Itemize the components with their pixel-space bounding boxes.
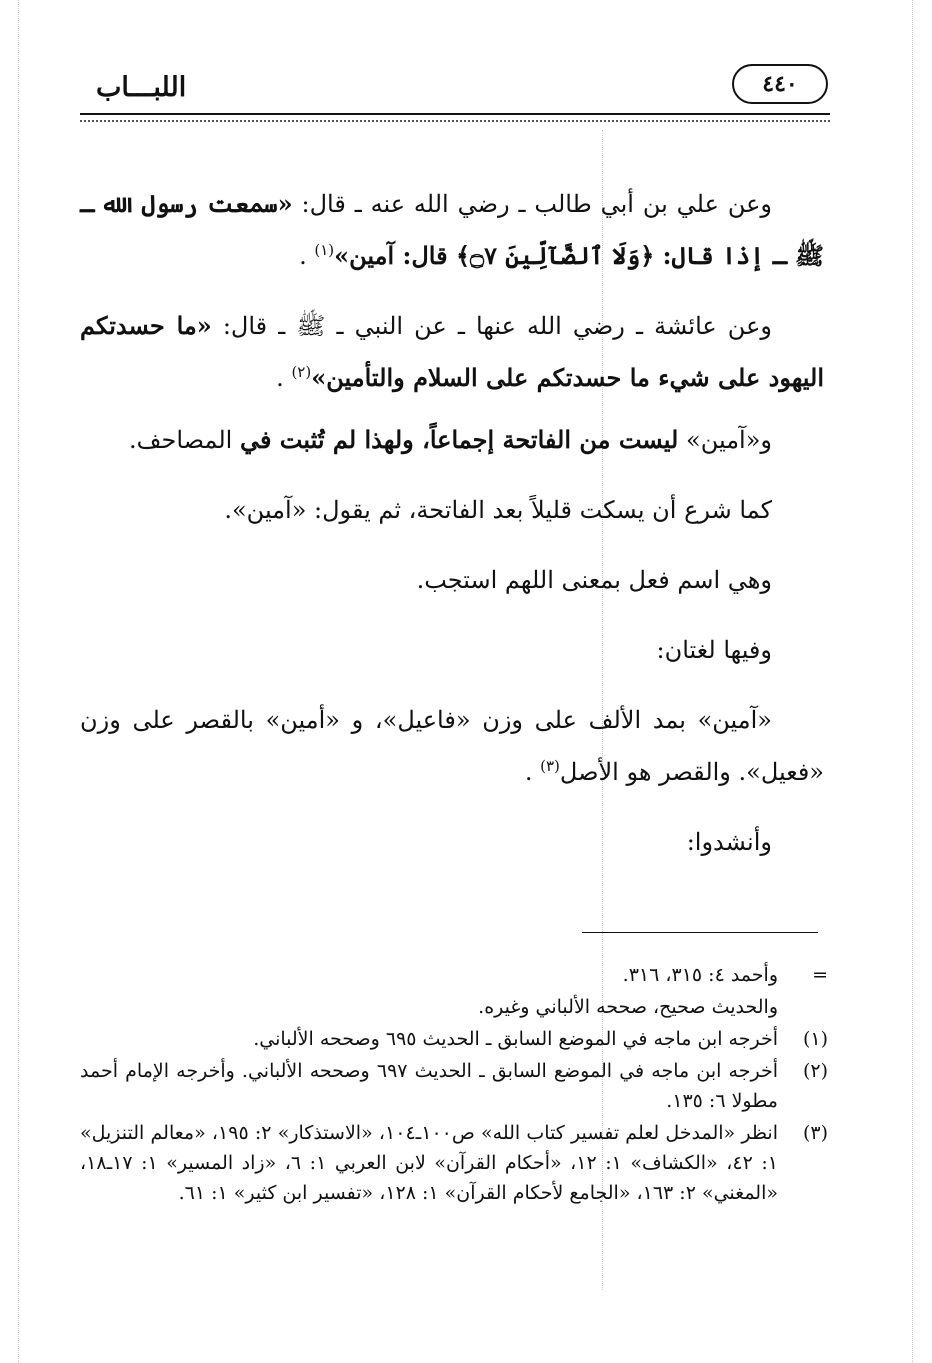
paragraph-meaning: وهي اسم فعل بمعنى اللهم استجب. [416, 566, 772, 594]
footnote-text: أخرجه ابن ماجه في الموضع السابق ـ الحديث ٦٩٧ وصححه الألباني. وأخرجه الإمام أحمد مطولا ٦: ١٣٥. [80, 1060, 778, 1112]
footnote-mark [778, 992, 828, 1022]
footnote-continuation [80, 960, 828, 990]
footnote-text: وأحمد ٤: ٣١٥، ٣١٦. [622, 964, 778, 986]
footnote-mark: (٣) [802, 1122, 828, 1144]
footnote-2 [80, 1056, 828, 1116]
paragraph-text: وعن عائشة ـ رضي الله عنها ـ عن النبي ـ ﷺ ـ قال: [211, 312, 772, 340]
paragraph-amin-not-fatiha [80, 414, 824, 466]
hadith-quote: «سمعت رسول الله ـ ﷺ ـ إذا قال: ﴿وَلَا ٱلضَّآلِّينَ ۝٧﴾ قال: آمين» [80, 189, 824, 270]
paragraph-text: . [524, 758, 541, 786]
page-number: ٤٤٠ [732, 64, 828, 104]
paragraph-hadith-ali [80, 178, 824, 282]
running-title: اللبـــاب [96, 72, 187, 103]
header-divider [80, 113, 830, 122]
paragraph-pause: كما شرع أن يسكت قليلاً بعد الفاتحة، ثم يقول: «آمين». [224, 496, 772, 524]
footnote-text: انظر «المدخل لعلم تفسير كتاب الله» ص١٠٠ـ١٠٤، «الاستذكار» ٢: ١٩٥، «معالم التنزيل» ١: ٤٢، «الكشاف» ١: ١٢، «أحكام القرآن» لابن العربي ١: ٦، «زاد المسير» ١: ١٧ـ١٨، «المغني» ٢: ١٦٣، «الجامع لأحكام القرآن» ١: ١٢٨، «تفسير ابن كثير» ١: ٦١. [80, 1122, 778, 1204]
paragraph-hadith-aisha [80, 300, 824, 404]
footnote-mark: = [812, 964, 828, 986]
footnote-text: والحديث صحيح، صححه الألباني وغيره. [478, 996, 778, 1018]
paragraph-text: المصاحف. [129, 426, 240, 454]
scan-artifact [912, 0, 913, 1363]
footnote-1 [80, 1024, 828, 1054]
emphasis-text: ليست من الفاتحة إجماعاً، ولهذا لم تُثبت في [239, 425, 679, 454]
main-text [80, 178, 824, 878]
hadith-quote: «ما حسدتكم اليهود على شيء ما حسدتكم على السلام والتأمين» [80, 311, 824, 392]
footnote-mark: (١) [802, 1028, 828, 1050]
footnote-ref: (١) [314, 241, 335, 259]
paragraph-verse-intro: وأنشدوا: [686, 828, 772, 856]
scan-artifact [18, 0, 19, 1363]
footnote-text: أخرجه ابن ماجه في الموضع السابق ـ الحديث ٦٩٥ وصححه الألباني. [253, 1028, 778, 1050]
footnote-3 [80, 1118, 828, 1208]
footnote-separator [582, 932, 818, 933]
paragraph-text: . [276, 364, 292, 392]
paragraph-two-dialects: وفيها لغتان: [656, 636, 772, 664]
paragraph-text: . [299, 242, 315, 270]
footnotes [80, 960, 828, 1210]
footnote-continuation [80, 992, 828, 1022]
footnote-ref: (٢) [291, 363, 312, 381]
paragraph-dialects-detail [80, 694, 824, 798]
page-header [82, 62, 828, 112]
footnote-mark: (٢) [802, 1060, 828, 1082]
footnote-ref: (٣) [540, 757, 560, 775]
paragraph-text: «آمين» بمد الألف على وزن «فاعيل»، و «أمين» بالقصر على وزن «فعيل». والقصر هو الأصل [80, 706, 824, 786]
paragraph-text: و«آمين» [678, 426, 772, 454]
paragraph-text: وعن علي بن أبي طالب ـ رضي الله عنه ـ قال: [292, 190, 772, 218]
